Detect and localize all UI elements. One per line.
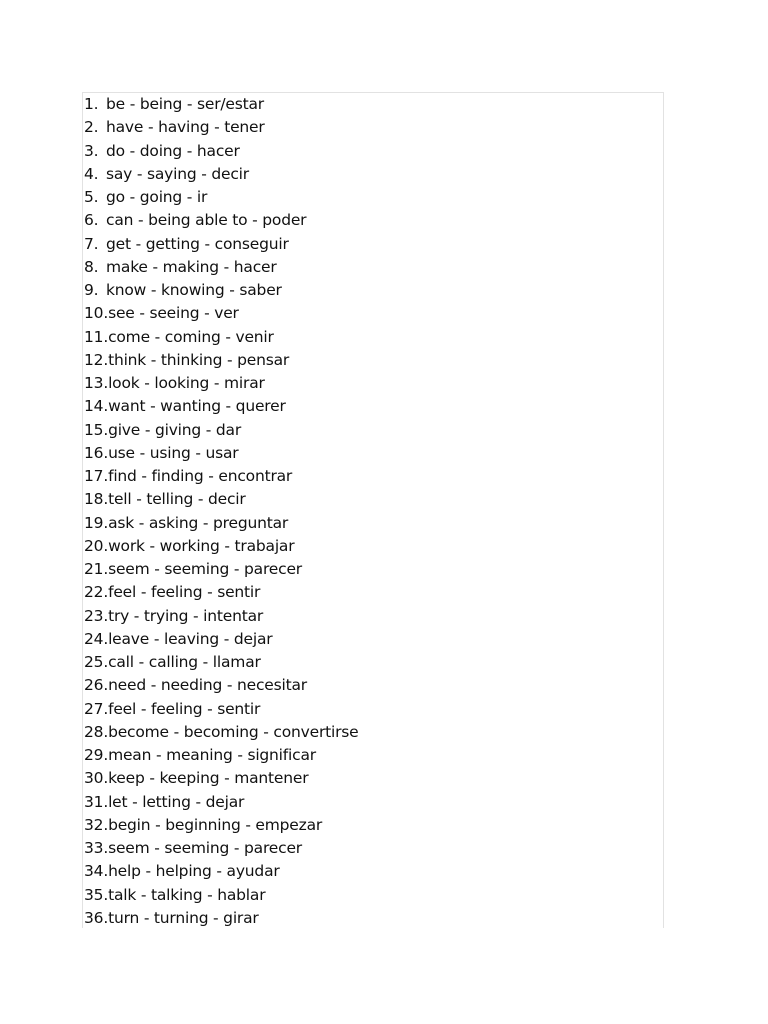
list-item-number: 27.: [84, 699, 109, 718]
list-item-number: 7.: [84, 234, 99, 253]
list-item-number: 26.: [84, 676, 109, 695]
list-item-text: think - thinking - pensar: [108, 350, 290, 369]
list-item: [84, 814, 359, 837]
list-item-number: 8.: [84, 257, 99, 276]
list-item-text: come - coming - venir: [108, 327, 274, 346]
list-item-number: 28.: [84, 722, 109, 741]
list-item-text: turn - turning - girar: [108, 908, 259, 927]
list-item-text: work - working - trabajar: [108, 536, 295, 555]
list-item: [84, 698, 359, 721]
list-item: [84, 535, 359, 558]
list-item-number: 10.: [84, 304, 109, 323]
list-item-text: mean - meaning - significar: [108, 746, 316, 764]
list-item-number: 16.: [84, 443, 109, 462]
list-item-text: call - calling - llamar: [108, 653, 261, 671]
list-item-number: 14.: [84, 397, 109, 416]
list-item-text: seem - seeming - parecer: [108, 560, 302, 578]
list-item: [84, 233, 359, 256]
list-item-number: 12.: [84, 350, 109, 369]
list-item: [84, 302, 359, 325]
list-item: [84, 628, 359, 651]
list-item-text: begin - beginning - empezar: [108, 815, 323, 834]
list-item-number: 25.: [84, 653, 109, 671]
list-item-text: leave - leaving - dejar: [108, 629, 273, 648]
list-item-text: seem - seeming - parecer: [108, 839, 302, 857]
list-item-text: get - getting - conseguir: [106, 234, 289, 253]
list-item-text: give - giving - dar: [108, 420, 242, 439]
list-item: [84, 860, 359, 883]
list-item-text: talk - talking - hablar: [108, 885, 266, 904]
list-item-number: 1.: [84, 95, 99, 113]
list-item-number: 21.: [84, 560, 109, 578]
list-item-text: know - knowing - saber: [106, 281, 282, 299]
list-item-number: 9.: [84, 281, 99, 299]
list-item: [84, 767, 359, 790]
list-item-number: 20.: [84, 536, 109, 555]
list-item-text: need - needing - necesitar: [108, 676, 307, 695]
list-item: [84, 442, 359, 465]
list-item-number: 15.: [84, 420, 109, 439]
list-item-number: 23.: [84, 606, 109, 625]
list-item: [84, 279, 359, 302]
list-item: [84, 372, 359, 395]
list-item: [84, 791, 359, 814]
list-item: [84, 326, 359, 349]
list-item-text: use - using - usar: [108, 443, 239, 462]
list-item-text: be - being - ser/estar: [106, 95, 264, 113]
list-item-text: become - becoming - convertirse: [108, 722, 359, 741]
list-item-text: feel - feeling - sentir: [108, 583, 261, 602]
list-item-number: 11.: [84, 327, 109, 346]
list-item: [84, 163, 359, 186]
list-item: [84, 395, 359, 418]
list-item: [84, 419, 359, 442]
list-item-text: say - saying - decir: [106, 164, 249, 183]
list-item: [84, 140, 359, 163]
list-item-text: can - being able to - poder: [106, 211, 307, 230]
list-item-number: 36.: [84, 908, 109, 927]
list-item: [84, 837, 359, 860]
list-item: [84, 605, 359, 628]
list-item-text: look - looking - mirar: [108, 374, 265, 392]
list-item-number: 31.: [84, 792, 109, 811]
list-item-number: 22.: [84, 583, 109, 602]
list-item-text: want - wanting - querer: [108, 397, 286, 416]
list-item-number: 4.: [84, 164, 99, 183]
list-item-number: 24.: [84, 629, 109, 648]
list-item-text: try - trying - intentar: [108, 606, 264, 625]
list-item: [84, 488, 359, 511]
list-item: [84, 558, 359, 581]
list-item: [84, 186, 359, 209]
verb-list: [84, 93, 359, 928]
list-item-number: 29.: [84, 746, 109, 764]
list-item-text: have - having - tener: [106, 118, 265, 137]
list-item-number: 30.: [84, 769, 109, 788]
list-item-number: 17.: [84, 467, 109, 485]
list-item: [84, 581, 359, 604]
list-item-text: help - helping - ayudar: [108, 862, 280, 881]
list-item: [84, 512, 359, 535]
list-item: [84, 744, 359, 767]
list-item-number: 3.: [84, 141, 99, 160]
list-item-number: 33.: [84, 839, 109, 857]
list-item-text: let - letting - dejar: [108, 792, 245, 811]
list-item: [84, 651, 359, 674]
list-item-text: feel - feeling - sentir: [108, 699, 261, 718]
list-item-number: 19.: [84, 513, 109, 532]
list-item-text: find - finding - encontrar: [108, 467, 293, 485]
list-item: [84, 907, 359, 928]
list-item-number: 18.: [84, 490, 109, 509]
list-item: [84, 209, 359, 232]
list-item-number: 35.: [84, 885, 109, 904]
list-item-number: 2.: [84, 118, 99, 137]
list-item-text: see - seeing - ver: [108, 304, 239, 323]
list-item-number: 34.: [84, 862, 109, 881]
document-page: [82, 92, 664, 928]
list-item: [84, 349, 359, 372]
list-item-text: tell - telling - decir: [108, 490, 246, 509]
list-item: [84, 884, 359, 907]
list-item: [84, 256, 359, 279]
list-item: [84, 93, 359, 116]
list-item: [84, 674, 359, 697]
list-item-number: 32.: [84, 815, 109, 834]
list-item-number: 13.: [84, 374, 109, 392]
list-item: [84, 116, 359, 139]
list-item-text: go - going - ir: [106, 188, 208, 206]
list-item: [84, 465, 359, 488]
list-item-number: 5.: [84, 188, 99, 206]
list-item-text: keep - keeping - mantener: [108, 769, 309, 788]
list-item-text: make - making - hacer: [106, 257, 277, 276]
list-item-number: 6.: [84, 211, 99, 230]
list-item-text: ask - asking - preguntar: [108, 513, 289, 532]
list-item-text: do - doing - hacer: [106, 141, 240, 160]
list-item: [84, 721, 359, 744]
